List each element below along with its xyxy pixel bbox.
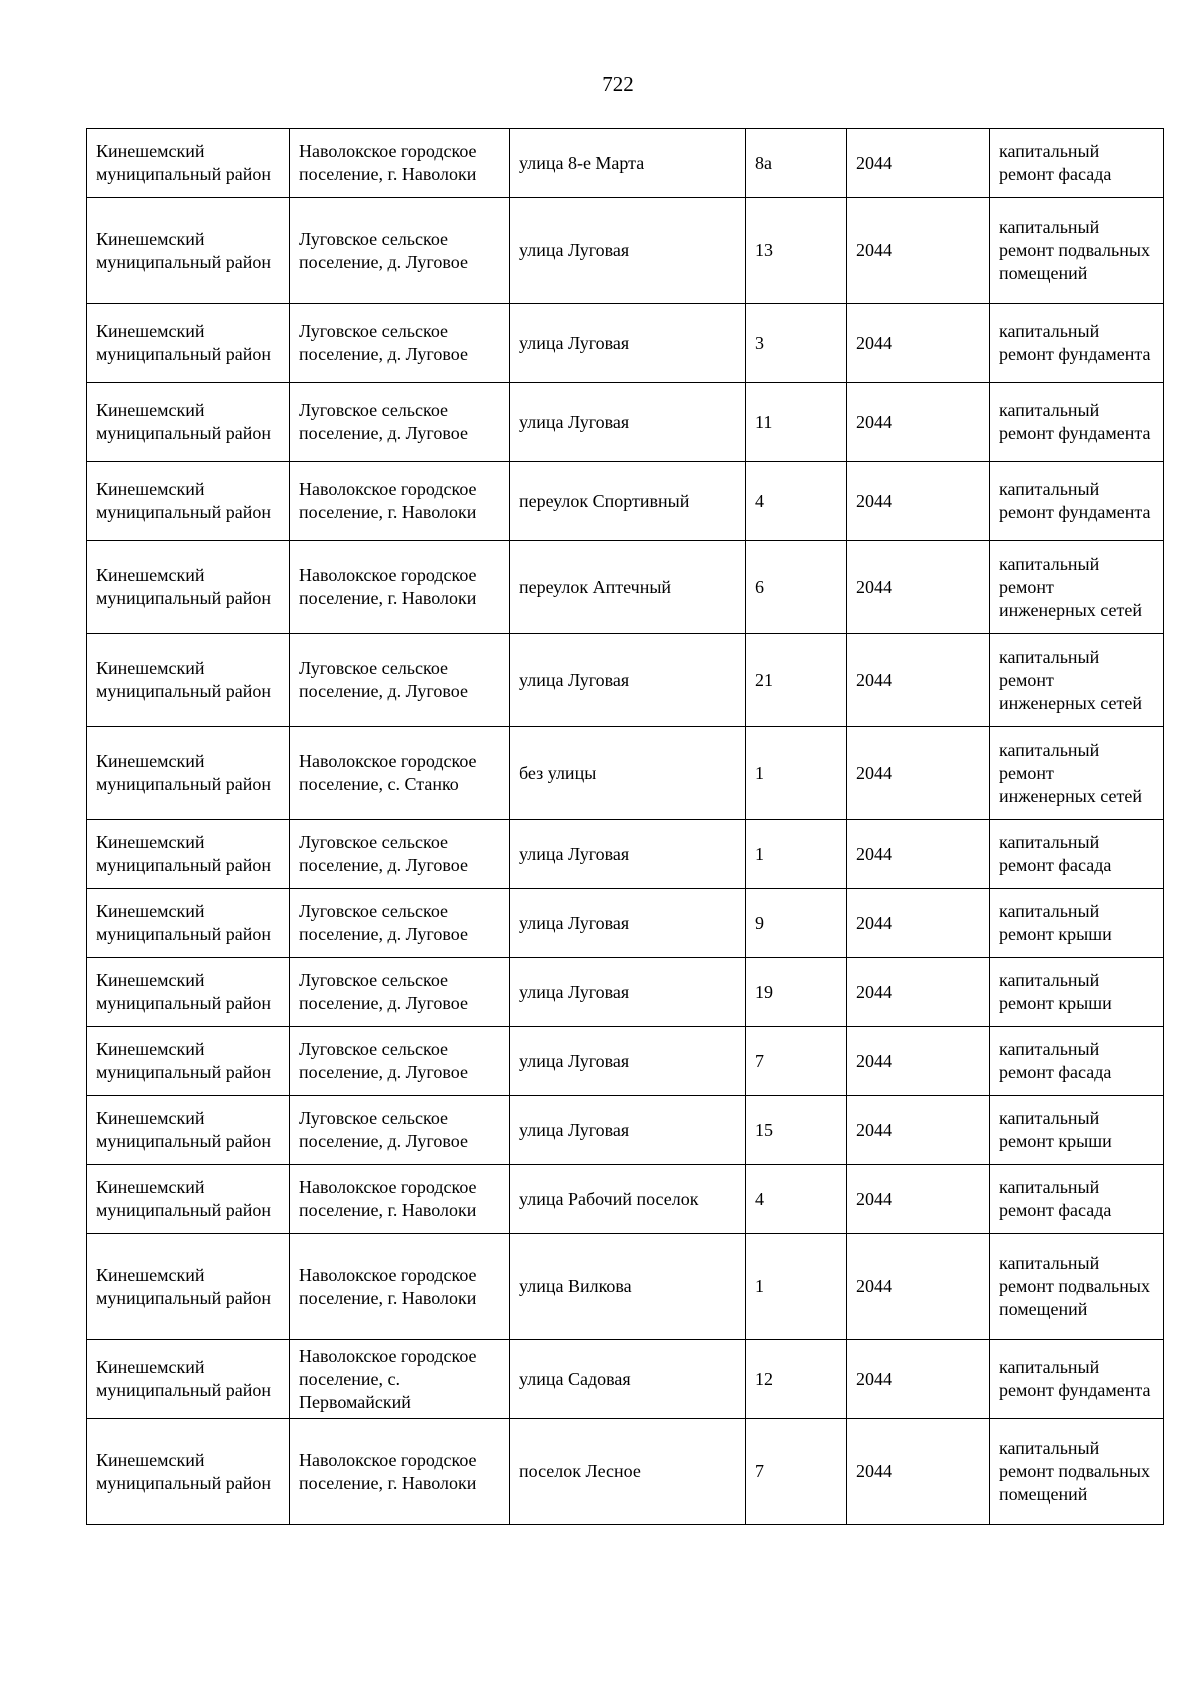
cell-house-number: 15	[746, 1096, 847, 1165]
cell-work-type: капитальный ремонт фасада	[990, 129, 1164, 198]
cell-settlement: Луговское сельское поселение, д. Луговое	[290, 820, 510, 889]
cell-settlement: Луговское сельское поселение, д. Луговое	[290, 1096, 510, 1165]
cell-district: Кинешемский муниципальный район	[87, 634, 290, 727]
cell-settlement: Наволокское городское поселение, с. Первомайский	[290, 1340, 510, 1419]
table-row	[87, 1340, 1164, 1419]
table-row	[87, 198, 1164, 304]
cell-district: Кинешемский муниципальный район	[87, 727, 290, 820]
cell-street: улица 8-е Марта	[510, 129, 746, 198]
cell-house-number: 7	[746, 1027, 847, 1096]
cell-house-number: 12	[746, 1340, 847, 1419]
cell-work-type: капитальный ремонт фундамента	[990, 1340, 1164, 1419]
cell-street: улица Садовая	[510, 1340, 746, 1419]
cell-work-type: капитальный ремонт фундамента	[990, 462, 1164, 541]
page-number: 722	[602, 72, 634, 96]
cell-house-number: 6	[746, 541, 847, 634]
cell-year: 2044	[847, 1234, 990, 1340]
cell-district: Кинешемский муниципальный район	[87, 1165, 290, 1234]
cell-year: 2044	[847, 462, 990, 541]
cell-settlement: Луговское сельское поселение, д. Луговое	[290, 1027, 510, 1096]
cell-house-number: 21	[746, 634, 847, 727]
cell-work-type: капитальный ремонт инженерных сетей	[990, 634, 1164, 727]
cell-year: 2044	[847, 304, 990, 383]
cell-district: Кинешемский муниципальный район	[87, 889, 290, 958]
cell-street: улица Луговая	[510, 198, 746, 304]
cell-district: Кинешемский муниципальный район	[87, 820, 290, 889]
cell-street: переулок Спортивный	[510, 462, 746, 541]
cell-street: улица Луговая	[510, 820, 746, 889]
cell-street: поселок Лесное	[510, 1419, 746, 1525]
cell-work-type: капитальный ремонт подвальных помещений	[990, 1419, 1164, 1525]
cell-house-number: 13	[746, 198, 847, 304]
cell-work-type: капитальный ремонт фасада	[990, 820, 1164, 889]
cell-street: улица Луговая	[510, 634, 746, 727]
cell-street: улица Вилкова	[510, 1234, 746, 1340]
cell-settlement: Наволокское городское поселение, г. Наволоки	[290, 541, 510, 634]
cell-year: 2044	[847, 1096, 990, 1165]
cell-year: 2044	[847, 727, 990, 820]
cell-settlement: Наволокское городское поселение, г. Наволоки	[290, 129, 510, 198]
table-row	[87, 1027, 1164, 1096]
cell-district: Кинешемский муниципальный район	[87, 1419, 290, 1525]
cell-street: улица Луговая	[510, 1027, 746, 1096]
cell-district: Кинешемский муниципальный район	[87, 958, 290, 1027]
cell-year: 2044	[847, 634, 990, 727]
cell-street: улица Рабочий поселок	[510, 1165, 746, 1234]
cell-house-number: 1	[746, 1234, 847, 1340]
cell-street: улица Луговая	[510, 383, 746, 462]
cell-district: Кинешемский муниципальный район	[87, 304, 290, 383]
table-row	[87, 383, 1164, 462]
table-row	[87, 129, 1164, 198]
cell-settlement: Луговское сельское поселение, д. Луговое	[290, 304, 510, 383]
cell-work-type: капитальный ремонт крыши	[990, 1096, 1164, 1165]
table-row	[87, 727, 1164, 820]
table-row	[87, 1234, 1164, 1340]
table-row	[87, 1096, 1164, 1165]
cell-street: улица Луговая	[510, 958, 746, 1027]
cell-year: 2044	[847, 958, 990, 1027]
cell-year: 2044	[847, 1340, 990, 1419]
cell-work-type: капитальный ремонт фундамента	[990, 383, 1164, 462]
cell-year: 2044	[847, 1165, 990, 1234]
table-row	[87, 462, 1164, 541]
cell-house-number: 7	[746, 1419, 847, 1525]
cell-house-number: 1	[746, 727, 847, 820]
cell-house-number: 11	[746, 383, 847, 462]
cell-district: Кинешемский муниципальный район	[87, 383, 290, 462]
table-row	[87, 304, 1164, 383]
cell-year: 2044	[847, 820, 990, 889]
cell-year: 2044	[847, 1027, 990, 1096]
cell-house-number: 19	[746, 958, 847, 1027]
cell-work-type: капитальный ремонт подвальных помещений	[990, 1234, 1164, 1340]
cell-year: 2044	[847, 889, 990, 958]
cell-house-number: 4	[746, 1165, 847, 1234]
repair-schedule-table	[86, 128, 1164, 1525]
cell-work-type: капитальный ремонт фасада	[990, 1027, 1164, 1096]
cell-settlement: Наволокское городское поселение, г. Наволоки	[290, 462, 510, 541]
cell-street: переулок Аптечный	[510, 541, 746, 634]
cell-year: 2044	[847, 541, 990, 634]
cell-settlement: Луговское сельское поселение, д. Луговое	[290, 198, 510, 304]
cell-street: улица Луговая	[510, 304, 746, 383]
cell-year: 2044	[847, 383, 990, 462]
cell-district: Кинешемский муниципальный район	[87, 1096, 290, 1165]
cell-year: 2044	[847, 198, 990, 304]
cell-district: Кинешемский муниципальный район	[87, 1027, 290, 1096]
cell-settlement: Луговское сельское поселение, д. Луговое	[290, 889, 510, 958]
cell-district: Кинешемский муниципальный район	[87, 1340, 290, 1419]
cell-settlement: Луговское сельское поселение, д. Луговое	[290, 383, 510, 462]
cell-settlement: Наволокское городское поселение, г. Наволоки	[290, 1234, 510, 1340]
cell-year: 2044	[847, 1419, 990, 1525]
cell-house-number: 9	[746, 889, 847, 958]
cell-work-type: капитальный ремонт крыши	[990, 958, 1164, 1027]
cell-district: Кинешемский муниципальный район	[87, 1234, 290, 1340]
table-row	[87, 889, 1164, 958]
cell-work-type: капитальный ремонт подвальных помещений	[990, 198, 1164, 304]
cell-street: улица Луговая	[510, 1096, 746, 1165]
cell-settlement: Луговское сельское поселение, д. Луговое	[290, 958, 510, 1027]
cell-work-type: капитальный ремонт фундамента	[990, 304, 1164, 383]
table-row	[87, 1419, 1164, 1525]
cell-district: Кинешемский муниципальный район	[87, 129, 290, 198]
table-row	[87, 634, 1164, 727]
cell-work-type: капитальный ремонт инженерных сетей	[990, 541, 1164, 634]
cell-work-type: капитальный ремонт инженерных сетей	[990, 727, 1164, 820]
cell-year: 2044	[847, 129, 990, 198]
cell-work-type: капитальный ремонт крыши	[990, 889, 1164, 958]
cell-house-number: 8а	[746, 129, 847, 198]
cell-settlement: Наволокское городское поселение, с. Станко	[290, 727, 510, 820]
cell-settlement: Луговское сельское поселение, д. Луговое	[290, 634, 510, 727]
cell-settlement: Наволокское городское поселение, г. Наволоки	[290, 1419, 510, 1525]
cell-house-number: 3	[746, 304, 847, 383]
cell-work-type: капитальный ремонт фасада	[990, 1165, 1164, 1234]
cell-settlement: Наволокское городское поселение, г. Наволоки	[290, 1165, 510, 1234]
cell-district: Кинешемский муниципальный район	[87, 462, 290, 541]
cell-house-number: 4	[746, 462, 847, 541]
table-row	[87, 541, 1164, 634]
table-row	[87, 820, 1164, 889]
cell-street: без улицы	[510, 727, 746, 820]
cell-district: Кинешемский муниципальный район	[87, 198, 290, 304]
table-row	[87, 1165, 1164, 1234]
cell-street: улица Луговая	[510, 889, 746, 958]
cell-district: Кинешемский муниципальный район	[87, 541, 290, 634]
table-row	[87, 958, 1164, 1027]
cell-house-number: 1	[746, 820, 847, 889]
